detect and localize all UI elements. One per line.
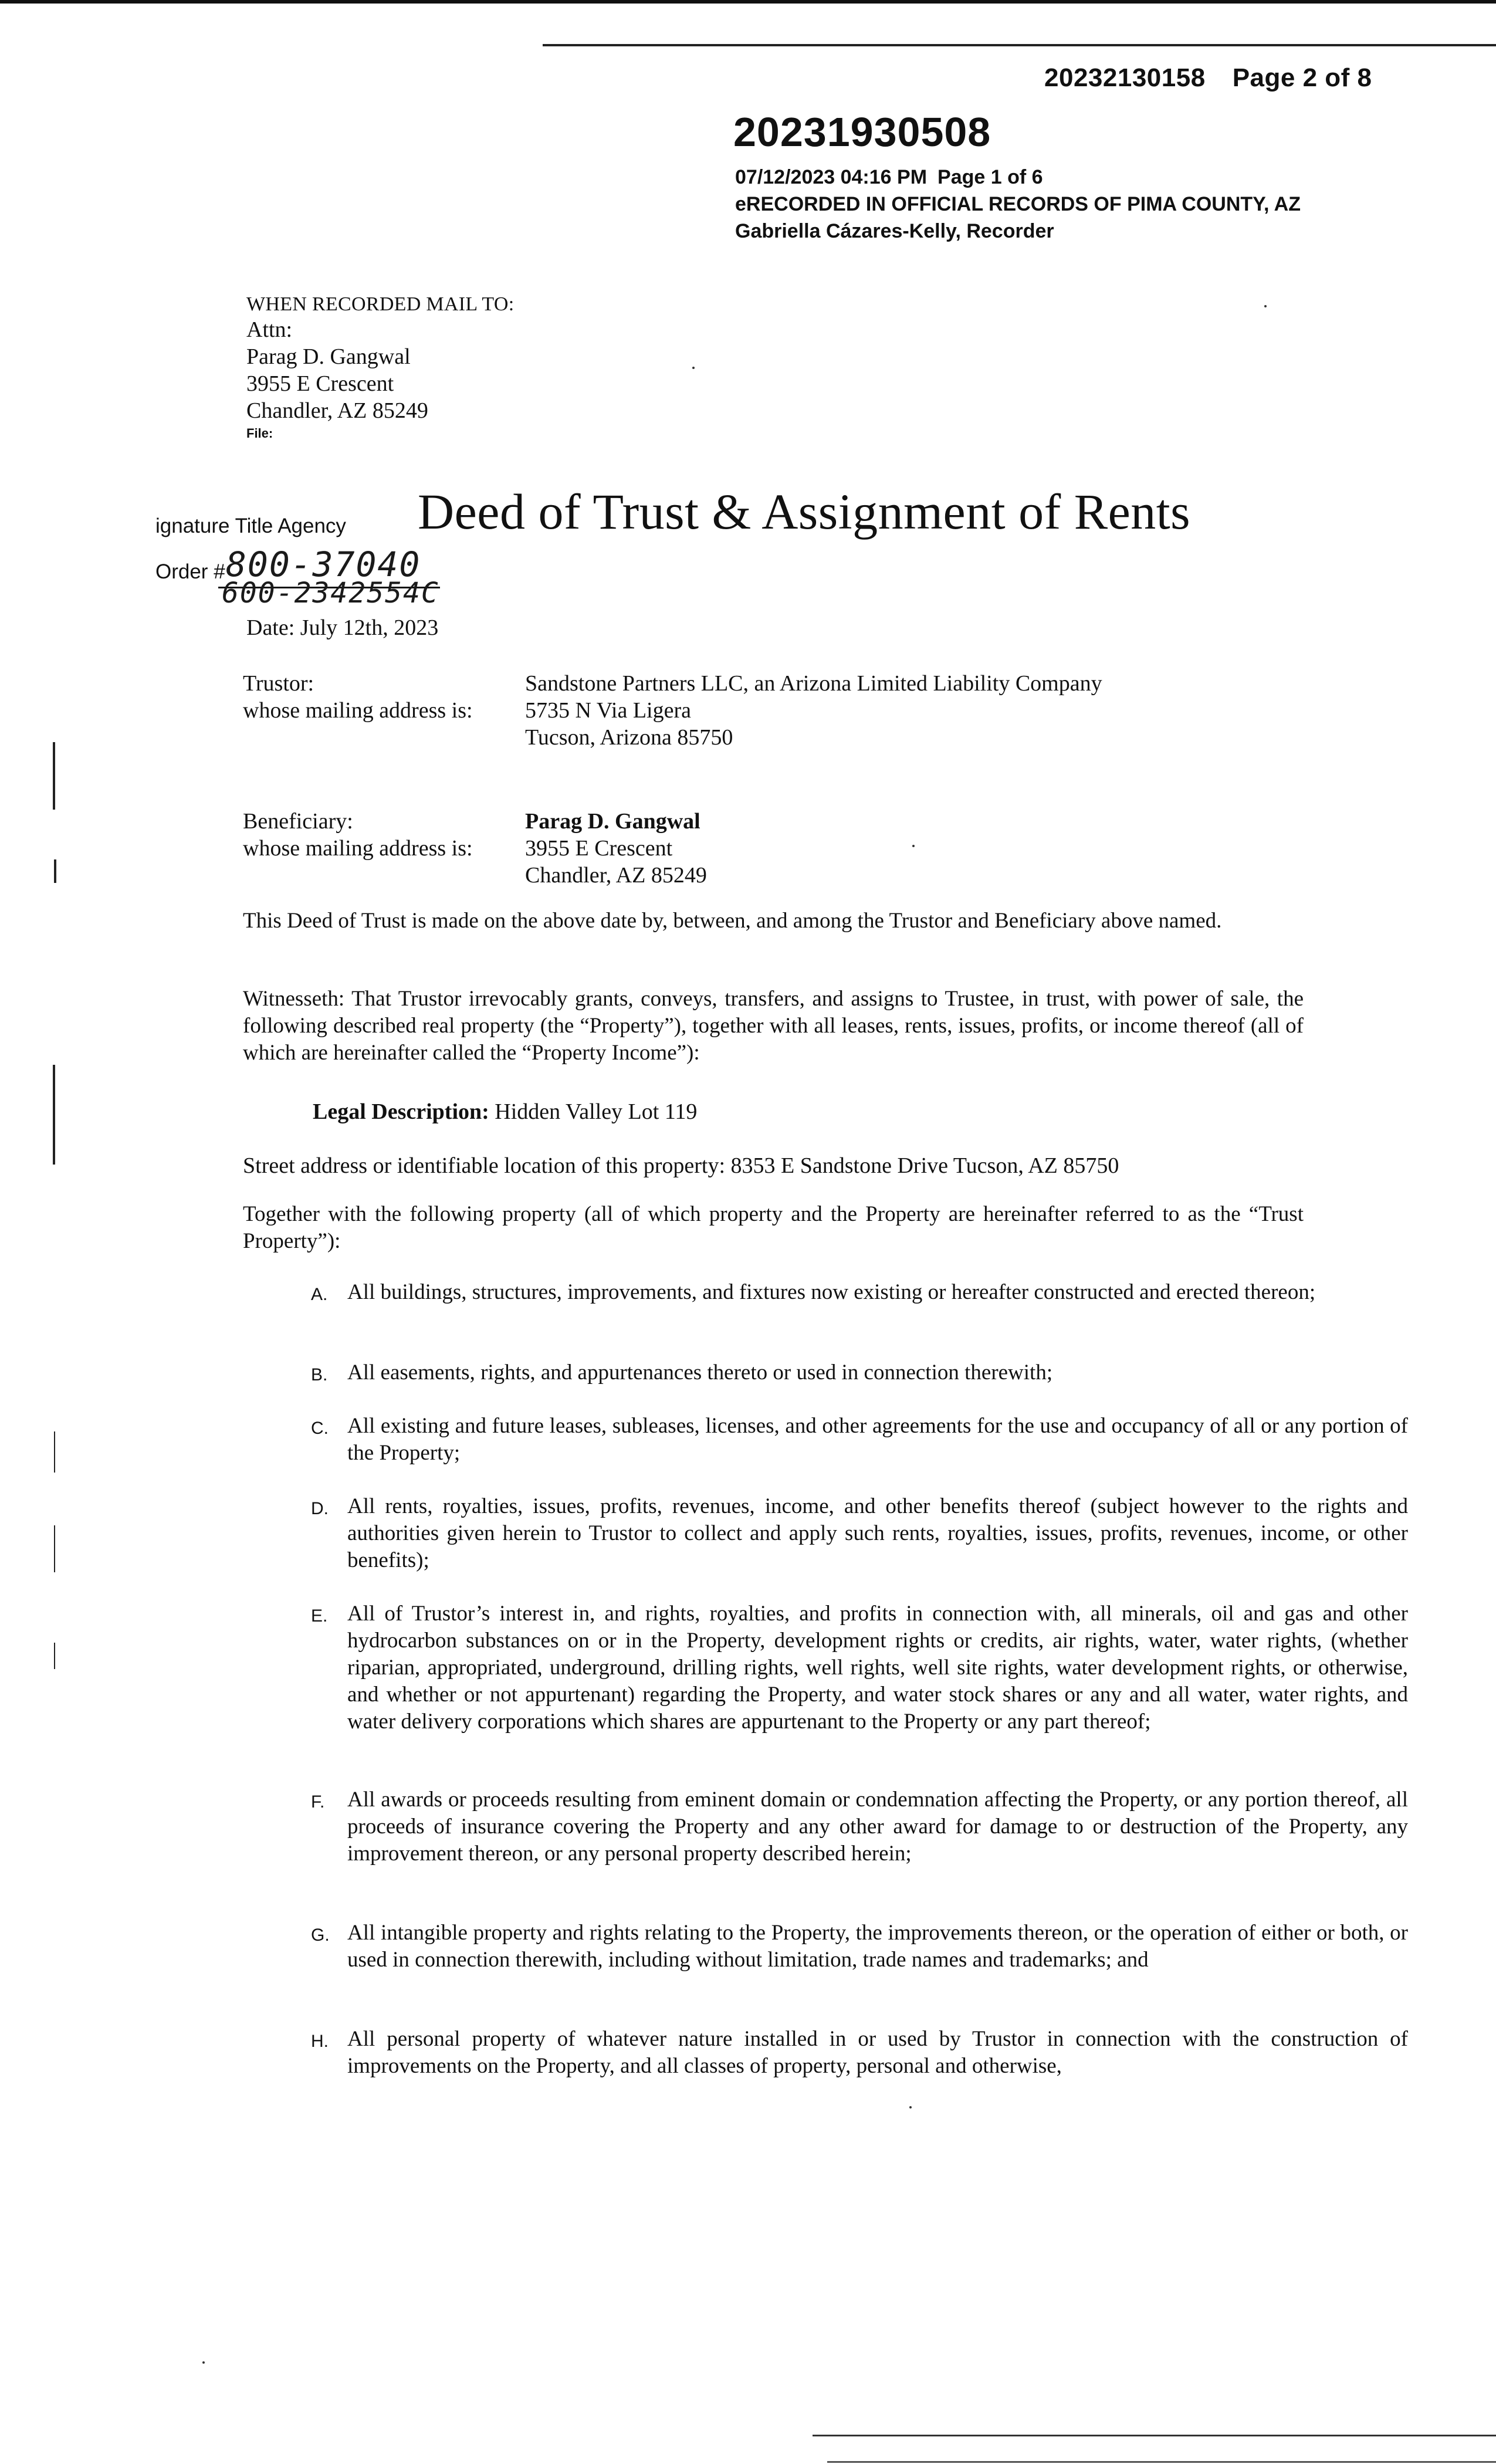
witnesseth-paragraph: Witnesseth: That Trustor irrevocably grants, conveys, transfers, and assigns to Trustee, in trust, with power of sale, the following described real property (the “Property”), together with all leases, rents, issues, profits, or income thereof (all of which are hereinafter called the “Property Income”): [243,987,1304,1065]
page-stamp [1044,63,1372,93]
scan-top-border [0,0,1496,4]
beneficiary-label: Beneficiary: [243,809,353,834]
mail-to-file-label: File: [246,426,273,441]
footer-rule-lower [827,2461,1496,2463]
trustor-city: Tucson, Arizona 85750 [525,725,733,750]
list-item-text: All personal property of whatever nature installed in or used by Trustor in connection with the construction of improvements on the Property, and all classes of property, personal and otherwise, [347,2027,1408,2078]
list-item [311,1413,1408,1467]
trustor-name: Sandstone Partners LLC, an Arizona Limited Liability Company [525,671,1102,696]
list-item-letter: F. [311,1792,325,1812]
list-item-text: All awards or proceeds resulting from eminent domain or condemnation affecting the Property, or any portion thereof, all proceeds of insurance covering the Property and any other award for damage to or destruction of the Property, any improvement thereon, or any personal property described herein; [347,1788,1408,1866]
scan-speck [202,2361,205,2364]
beneficiary-name: Parag D. Gangwal [525,809,700,834]
list-item-letter: A. [311,1285,328,1304]
scan-speck [692,367,695,369]
beneficiary-address-label: whose mailing address is: [243,836,473,861]
document-title: Deed of Trust & Assignment of Rents [418,483,1191,540]
scan-margin-mark [53,1065,55,1165]
order-label: Order # [155,560,225,583]
list-item [311,1600,1408,1735]
list-item [311,1920,1408,1974]
legal-description-label: Legal Description: [313,1099,489,1124]
scan-margin-mark [54,1525,55,1572]
scan-speck [1264,305,1267,307]
list-item-letter: D. [311,1499,329,1518]
list-item-letter: C. [311,1419,329,1438]
list-item [311,1493,1408,1574]
recorded-statement: eRECORDED IN OFFICIAL RECORDS OF PIMA COUNTY, AZ [735,193,1301,215]
document-date: Date: July 12th, 2023 [246,615,439,640]
list-item-text: All buildings, structures, improvements, and fixtures now existing or hereafter constructed and erected thereon; [347,1280,1316,1304]
trustor-street: 5735 N Via Ligera [525,698,691,723]
list-item [311,1359,1408,1386]
legal-description-value: Hidden Valley Lot 119 [495,1099,698,1124]
mail-to-street: 3955 E Crescent [246,371,394,396]
trustor-label: Trustor: [243,671,314,696]
footer-rule [813,2435,1496,2436]
list-item-text: All existing and future leases, subleases, licenses, and other agreements for the use and occupancy of all or any portion of the Property; [347,1414,1408,1465]
scan-margin-mark [53,742,55,810]
recorded-page: Page 1 of 6 [937,166,1043,188]
order-handwritten-primary: 800-37040 [226,544,421,584]
beneficiary-city: Chandler, AZ 85249 [525,863,707,888]
intro-paragraph: This Deed of Trust is made on the above date by, between, and among the Trustor and Beneficiary above named. [243,909,1222,933]
legal-description [313,1099,697,1125]
page-doc-number: 20232130158 [1044,63,1206,92]
list-item [311,1786,1408,1867]
header-rule [543,44,1496,46]
recorded-datetime-line [735,166,1043,189]
scan-speck [909,2106,912,2108]
list-item-letter: B. [311,1365,328,1385]
scan-margin-mark [54,1431,55,1473]
mail-to-city: Chandler, AZ 85249 [246,398,428,423]
title-agency: ignature Title Agency [155,515,346,537]
recorder-name: Gabriella Cázares-Kelly, Recorder [735,220,1054,242]
list-item-letter: E. [311,1606,328,1626]
list-item-letter: H. [311,2032,329,2051]
scan-margin-mark [54,859,56,883]
list-item-text: All rents, royalties, issues, profits, revenues, income, and other benefits thereof (subject however to the rights and authorities given herein to Trustor to collect and apply such rents, royalties, issues, profits, revenues, income, or other benefits); [347,1494,1408,1572]
list-item-text: All intangible property and rights relating to the Property, the improvements thereon, or the operation of either or both, or used in connection therewith, including without limitation, trade names and trademarks; and [347,1921,1408,1972]
street-address-line: Street address or identifiable location of this property: 8353 E Sandstone Drive Tucson, AZ 85750 [243,1153,1119,1178]
list-item [311,2026,1408,2080]
together-paragraph: Together with the following property (all of which property and the Property are hereinafter referred to as the “Trust Property”): [243,1202,1304,1253]
trustor-address-label: whose mailing address is: [243,698,473,723]
scan-margin-mark [54,1643,55,1669]
list-item-text: All easements, rights, and appurtenances thereto or used in connection therewith; [347,1360,1053,1385]
mail-to-attn: Attn: [246,317,293,342]
beneficiary-street: 3955 E Crescent [525,836,673,861]
mail-to-label: WHEN RECORDED MAIL TO: [246,293,515,315]
mail-to-name: Parag D. Gangwal [246,344,411,369]
list-item [311,1279,1408,1306]
order-handwritten-secondary: 600-2342554C [222,577,439,610]
recording-number: 20231930508 [733,109,991,155]
list-item-text: All of Trustor’s interest in, and rights, royalties, and profits in connection with, all minerals, oil and gas and other hydrocarbon substances on or in the Property, development rights or credits, air rights, water, water rights, (whether riparian, appropriated, underground, drilling rights, well rights, well site rights, water development rights, or otherwise, and whether or not appurtenant) regarding the Property, and water stock shares or any and all water, water rights, and water delivery corporations which shares are appurtenant to the Property or any part thereof; [347,1602,1408,1734]
list-item-letter: G. [311,1925,330,1945]
scan-speck [912,845,915,847]
recorded-datetime: 07/12/2023 04:16 PM [735,166,928,188]
page-label: Page 2 of 8 [1232,63,1372,92]
